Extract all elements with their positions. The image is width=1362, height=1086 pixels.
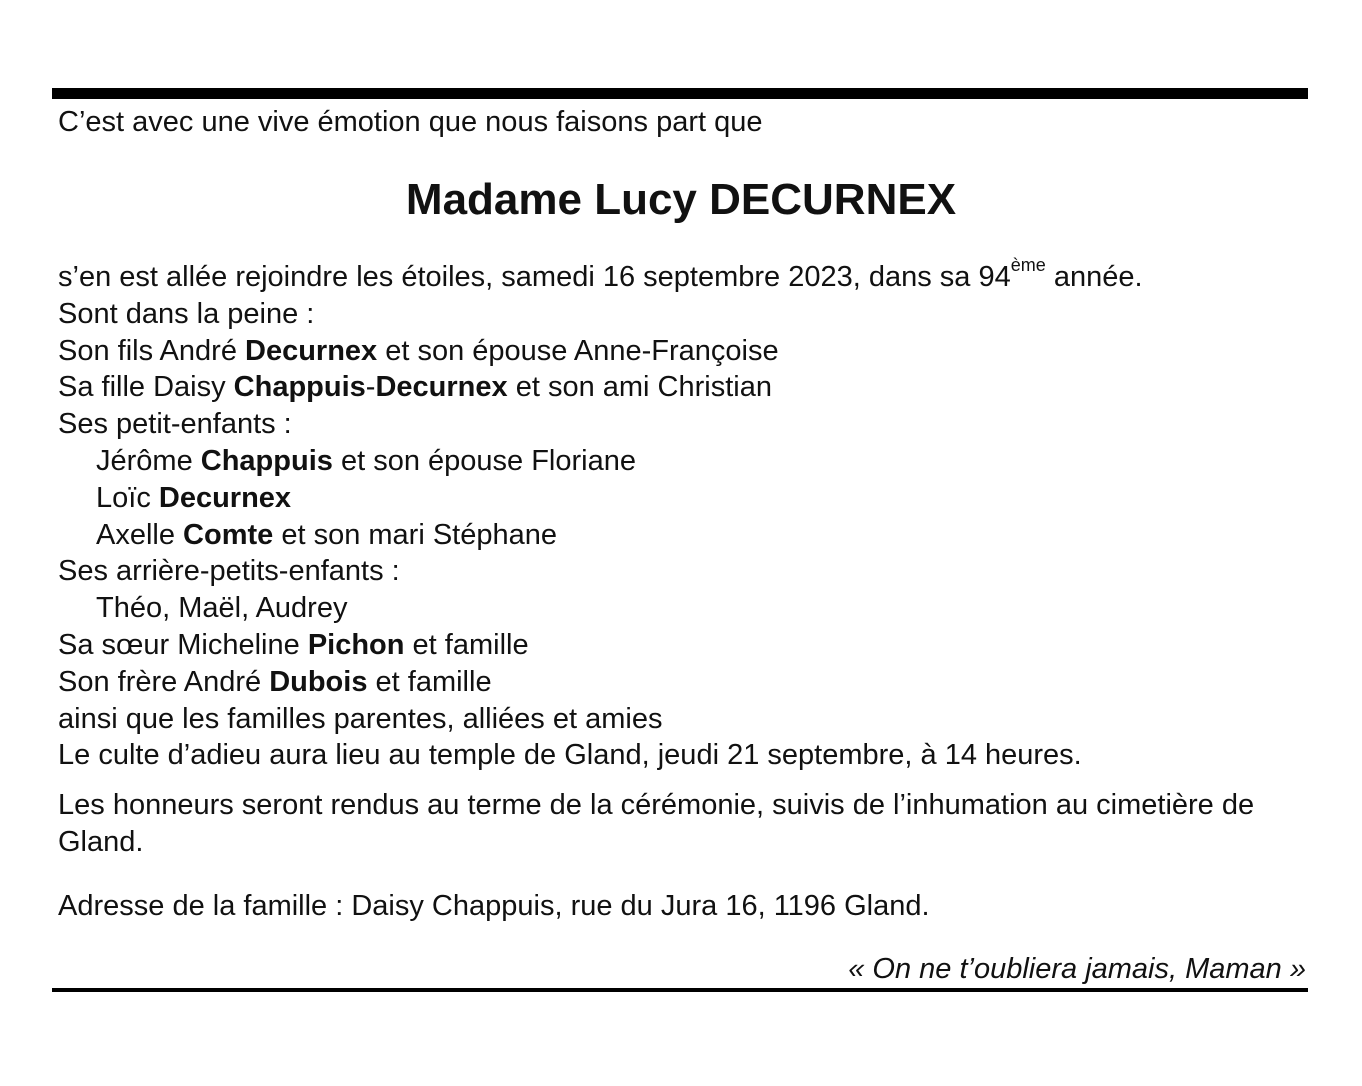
mourner-brother-suffix: et famille <box>367 665 492 698</box>
mourner-daughter-surname2: Decurnex <box>375 371 508 404</box>
grandchild-prefix: Loïc <box>96 481 159 514</box>
mourner-son-prefix: Son fils André <box>58 334 245 367</box>
mourner-daughter <box>58 369 1308 406</box>
mourner-brother <box>58 664 1308 701</box>
grandchild-surname: Decurnex <box>158 481 292 514</box>
announcement-text: s’en est allée rejoindre les étoiles, samedi 16 septembre 2023, dans sa 94 <box>58 261 1011 293</box>
mourner-daughter-hyphen: - <box>365 371 376 404</box>
mourner-daughter-prefix: Sa fille Daisy <box>58 371 234 404</box>
bottom-rule <box>52 988 1308 992</box>
mourner-son-suffix: et son épouse Anne-Françoise <box>377 334 779 367</box>
mourners-heading: Sont dans la peine : <box>58 297 315 330</box>
top-rule <box>52 88 1308 99</box>
great-grandchildren-list: Théo, Maël, Audrey <box>96 592 348 625</box>
notice-body <box>58 255 1308 774</box>
grandchildren-heading: Ses petit-enfants : <box>58 408 292 441</box>
grandchild-prefix: Jérôme <box>96 444 201 477</box>
mourner-sister-suffix: et famille <box>404 628 529 661</box>
great-grandchildren-heading: Ses arrière-petits-enfants : <box>58 555 400 588</box>
ceremony-line: Le culte d’adieu aura lieu au temple de Gland, jeudi 21 septembre, à 14 heures. <box>58 739 1082 772</box>
grandchild-surname: Comte <box>183 518 274 551</box>
mourner-son <box>58 333 1308 370</box>
announcement-end: année. <box>1045 261 1143 293</box>
deceased-name: Madame Lucy DECURNEX <box>405 175 957 224</box>
mourner-brother-prefix: Son frère André <box>58 665 270 698</box>
grandchild-item <box>58 480 1308 517</box>
mourner-sister-surname: Pichon <box>307 628 405 661</box>
grandchild-suffix: et son épouse Floriane <box>332 444 636 477</box>
mourner-sister-prefix: Sa sœur Micheline <box>58 628 308 661</box>
ordinal-suffix: ème <box>1010 255 1046 276</box>
mourner-son-surname: Decurnex <box>245 334 378 367</box>
mourner-daughter-surname: Chappuis <box>233 371 366 404</box>
mourner-daughter-suffix: et son ami Christian <box>507 371 772 404</box>
announcement-line <box>58 255 1308 296</box>
intro-text: C’est avec une vive émotion que nous faisons part que <box>58 106 763 138</box>
grandchild-item <box>58 517 1308 554</box>
grandchild-suffix: et son mari Stéphane <box>273 518 558 551</box>
family-address: Adresse de la famille : Daisy Chappuis, rue du Jura 16, 1196 Gland. <box>58 890 930 922</box>
mourner-sister <box>58 627 1308 664</box>
grandchild-surname: Chappuis <box>200 444 333 477</box>
grandchild-prefix: Axelle <box>96 518 184 551</box>
mourners-others: ainsi que les familles parentes, alliées et amies <box>58 702 663 735</box>
closing-quote: « On ne t’oubliera jamais, Maman » <box>848 953 1306 985</box>
honours-paragraph: Les honneurs seront rendus au terme de la cérémonie, suivis de l’inhumation au cimetière de Gland. <box>58 789 1255 858</box>
grandchild-item <box>58 443 1308 480</box>
mourner-brother-surname: Dubois <box>269 665 368 698</box>
